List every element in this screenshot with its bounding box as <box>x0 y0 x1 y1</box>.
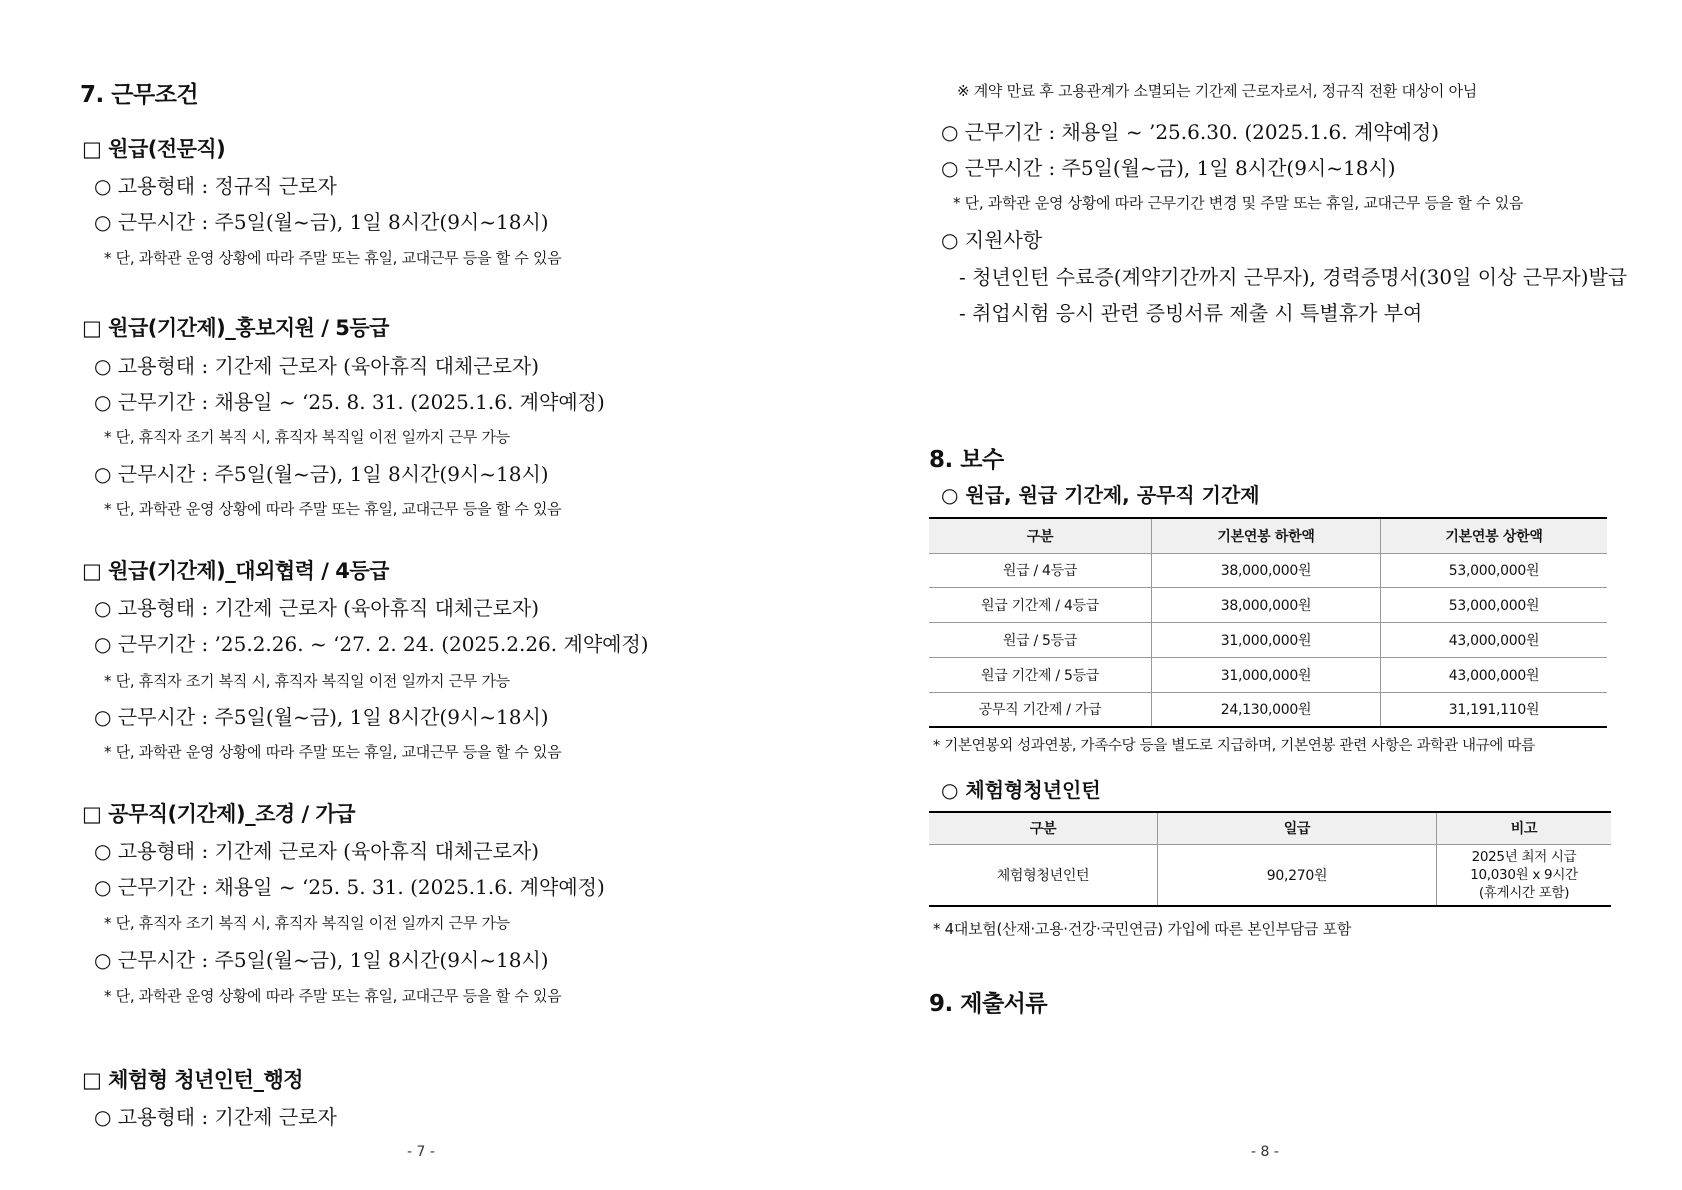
table-cell: 공무직 기간제 / 가급 <box>929 692 1152 727</box>
page-number: - 8 - <box>1251 1144 1279 1160</box>
table-row <box>929 587 1607 622</box>
work-hours-line: ○ 근무시간 : 주5일(월~금), 1일 8시간(9시~18시) <box>94 705 549 729</box>
support-item: - 취업시험 응시 관련 증빙서류 제출 시 특별휴가 부여 <box>959 301 1423 325</box>
note-line: * 단, 과학관 운영 상황에 따라 주말 또는 휴일, 교대근무 등을 할 수 있음 <box>104 500 562 518</box>
col-header: 기본연봉 상한액 <box>1381 518 1608 553</box>
work-hours-line: ○ 근무시간 : 주5일(월~금), 1일 8시간(9시~18시) <box>94 210 549 234</box>
section-title-8: 8. 보수 <box>929 447 1004 473</box>
heading-intern-haengjeong: □ 체험형 청년인턴_행정 <box>82 1068 304 1092</box>
note-line: * 단, 과학관 운영 상황에 따라 근무기간 변경 및 주말 또는 휴일, 교대근무 등을 할 수 있음 <box>953 194 1524 212</box>
table-row <box>929 553 1607 587</box>
note-line: * 단, 휴직자 조기 복직 시, 휴직자 복직일 이전 일까지 근무 가능 <box>104 672 510 690</box>
page-8 <box>841 0 1682 1190</box>
note-line: * 단, 과학관 운영 상황에 따라 주말 또는 휴일, 교대근무 등을 할 수 있음 <box>104 249 562 267</box>
table-cell: 원급 / 4등급 <box>929 553 1152 587</box>
table-cell: 원급 기간제 / 4등급 <box>929 587 1152 622</box>
work-hours-line: ○ 근무시간 : 주5일(월~금), 1일 8시간(9시~18시) <box>941 156 1396 180</box>
employment-type-line: ○ 고용형태 : 기간제 근로자 <box>94 1105 337 1129</box>
table-cell: 31,000,000원 <box>1152 622 1381 657</box>
insurance-note: * 4대보험(산재·고용·건강·국민연금) 가입에 따른 본인부담금 포함 <box>933 920 1352 938</box>
salary-note: * 기본연봉외 성과연봉, 가족수당 등을 별도로 지급하며, 기본연봉 관련 사항은 과학관 내규에 따름 <box>933 738 1535 754</box>
table-cell: 38,000,000원 <box>1152 553 1381 587</box>
heading-daeoe-hyeopryeok: □ 원급(기간제)_대외협력 / 4등급 <box>82 559 389 583</box>
table-cell: 90,270원 <box>1158 844 1437 906</box>
work-period-line: ○ 근무기간 : 채용일 ~ ‘25. 5. 31. (2025.1.6. 계약예정) <box>94 875 605 899</box>
note-line: * 단, 휴직자 조기 복직 시, 휴직자 복직일 이전 일까지 근무 가능 <box>104 428 510 446</box>
col-header: 비고 <box>1437 812 1612 844</box>
employment-type-line: ○ 고용형태 : 정규직 근로자 <box>94 174 337 198</box>
table-cell: 원급 / 5등급 <box>929 622 1152 657</box>
work-period-line: ○ 근무기간 : ’25.2.26. ~ ‘27. 2. 24. (2025.2.26. 계약예정) <box>94 632 649 656</box>
work-period-line: ○ 근무기간 : 채용일 ~ ’25.6.30. (2025.1.6. 계약예정) <box>941 120 1440 144</box>
table-cell: 31,000,000원 <box>1152 657 1381 692</box>
table-cell: 원급 기간제 / 5등급 <box>929 657 1152 692</box>
salary-table <box>929 517 1607 728</box>
col-header: 일급 <box>1158 812 1437 844</box>
subheading-intern-pay: ○ 체험형청년인턴 <box>941 778 1101 802</box>
page-number: - 7 - <box>407 1144 435 1160</box>
heading-gongmujik-jogyeong: □ 공무직(기간제)_조경 / 가급 <box>82 802 355 826</box>
table-row <box>929 657 1607 692</box>
subheading-salary: ○ 원급, 원급 기간제, 공무직 기간제 <box>941 483 1260 507</box>
table-cell: 38,000,000원 <box>1152 587 1381 622</box>
col-header: 구분 <box>929 812 1158 844</box>
employment-type-line: ○ 고용형태 : 기간제 근로자 (육아휴직 대체근로자) <box>94 839 540 863</box>
work-hours-line: ○ 근무시간 : 주5일(월~금), 1일 8시간(9시~18시) <box>94 948 549 972</box>
heading-hongbo-jiwon: □ 원급(기간제)_홍보지원 / 5등급 <box>82 316 389 340</box>
table-cell: 43,000,000원 <box>1381 622 1608 657</box>
note-line: * 단, 과학관 운영 상황에 따라 주말 또는 휴일, 교대근무 등을 할 수 있음 <box>104 987 562 1005</box>
work-hours-line: ○ 근무시간 : 주5일(월~금), 1일 8시간(9시~18시) <box>94 462 549 486</box>
table-row <box>929 622 1607 657</box>
employment-type-line: ○ 고용형태 : 기간제 근로자 (육아휴직 대체근로자) <box>94 596 540 620</box>
table-cell: 53,000,000원 <box>1381 553 1608 587</box>
table-row <box>929 692 1607 727</box>
table-cell: 31,191,110원 <box>1381 692 1608 727</box>
table-cell: 체험형청년인턴 <box>929 844 1158 906</box>
heading-wongeup-jeonmunjik: □ 원급(전문직) <box>82 137 226 161</box>
col-header: 구분 <box>929 518 1152 553</box>
section-title-7: 7. 근무조건 <box>80 82 199 108</box>
table-cell-remark: 2025년 최저 시급 10,030원 x 9시간 (휴게시간 포함) <box>1437 844 1612 906</box>
table-cell: 24,130,000원 <box>1152 692 1381 727</box>
work-period-line: ○ 근무기간 : 채용일 ~ ‘25. 8. 31. (2025.1.6. 계약예정) <box>94 390 605 414</box>
table-cell: 53,000,000원 <box>1381 587 1608 622</box>
intern-pay-table <box>929 811 1611 907</box>
employment-type-line: ○ 고용형태 : 기간제 근로자 (육아휴직 대체근로자) <box>94 354 540 378</box>
section-title-9: 9. 제출서류 <box>929 991 1048 1017</box>
note-line: * 단, 과학관 운영 상황에 따라 주말 또는 휴일, 교대근무 등을 할 수 있음 <box>104 743 562 761</box>
table-cell: 43,000,000원 <box>1381 657 1608 692</box>
note-line: ※ 계약 만료 후 고용관계가 소멸되는 기간제 근로자로서, 정규직 전환 대상이 아님 <box>957 82 1477 100</box>
table-row <box>929 844 1611 906</box>
support-heading: ○ 지원사항 <box>941 228 1043 252</box>
col-header: 기본연봉 하한액 <box>1152 518 1381 553</box>
note-line: * 단, 휴직자 조기 복직 시, 휴직자 복직일 이전 일까지 근무 가능 <box>104 914 510 932</box>
support-item: - 청년인턴 수료증(계약기간까지 근무자), 경력증명서(30일 이상 근무자)발급 <box>959 265 1628 289</box>
